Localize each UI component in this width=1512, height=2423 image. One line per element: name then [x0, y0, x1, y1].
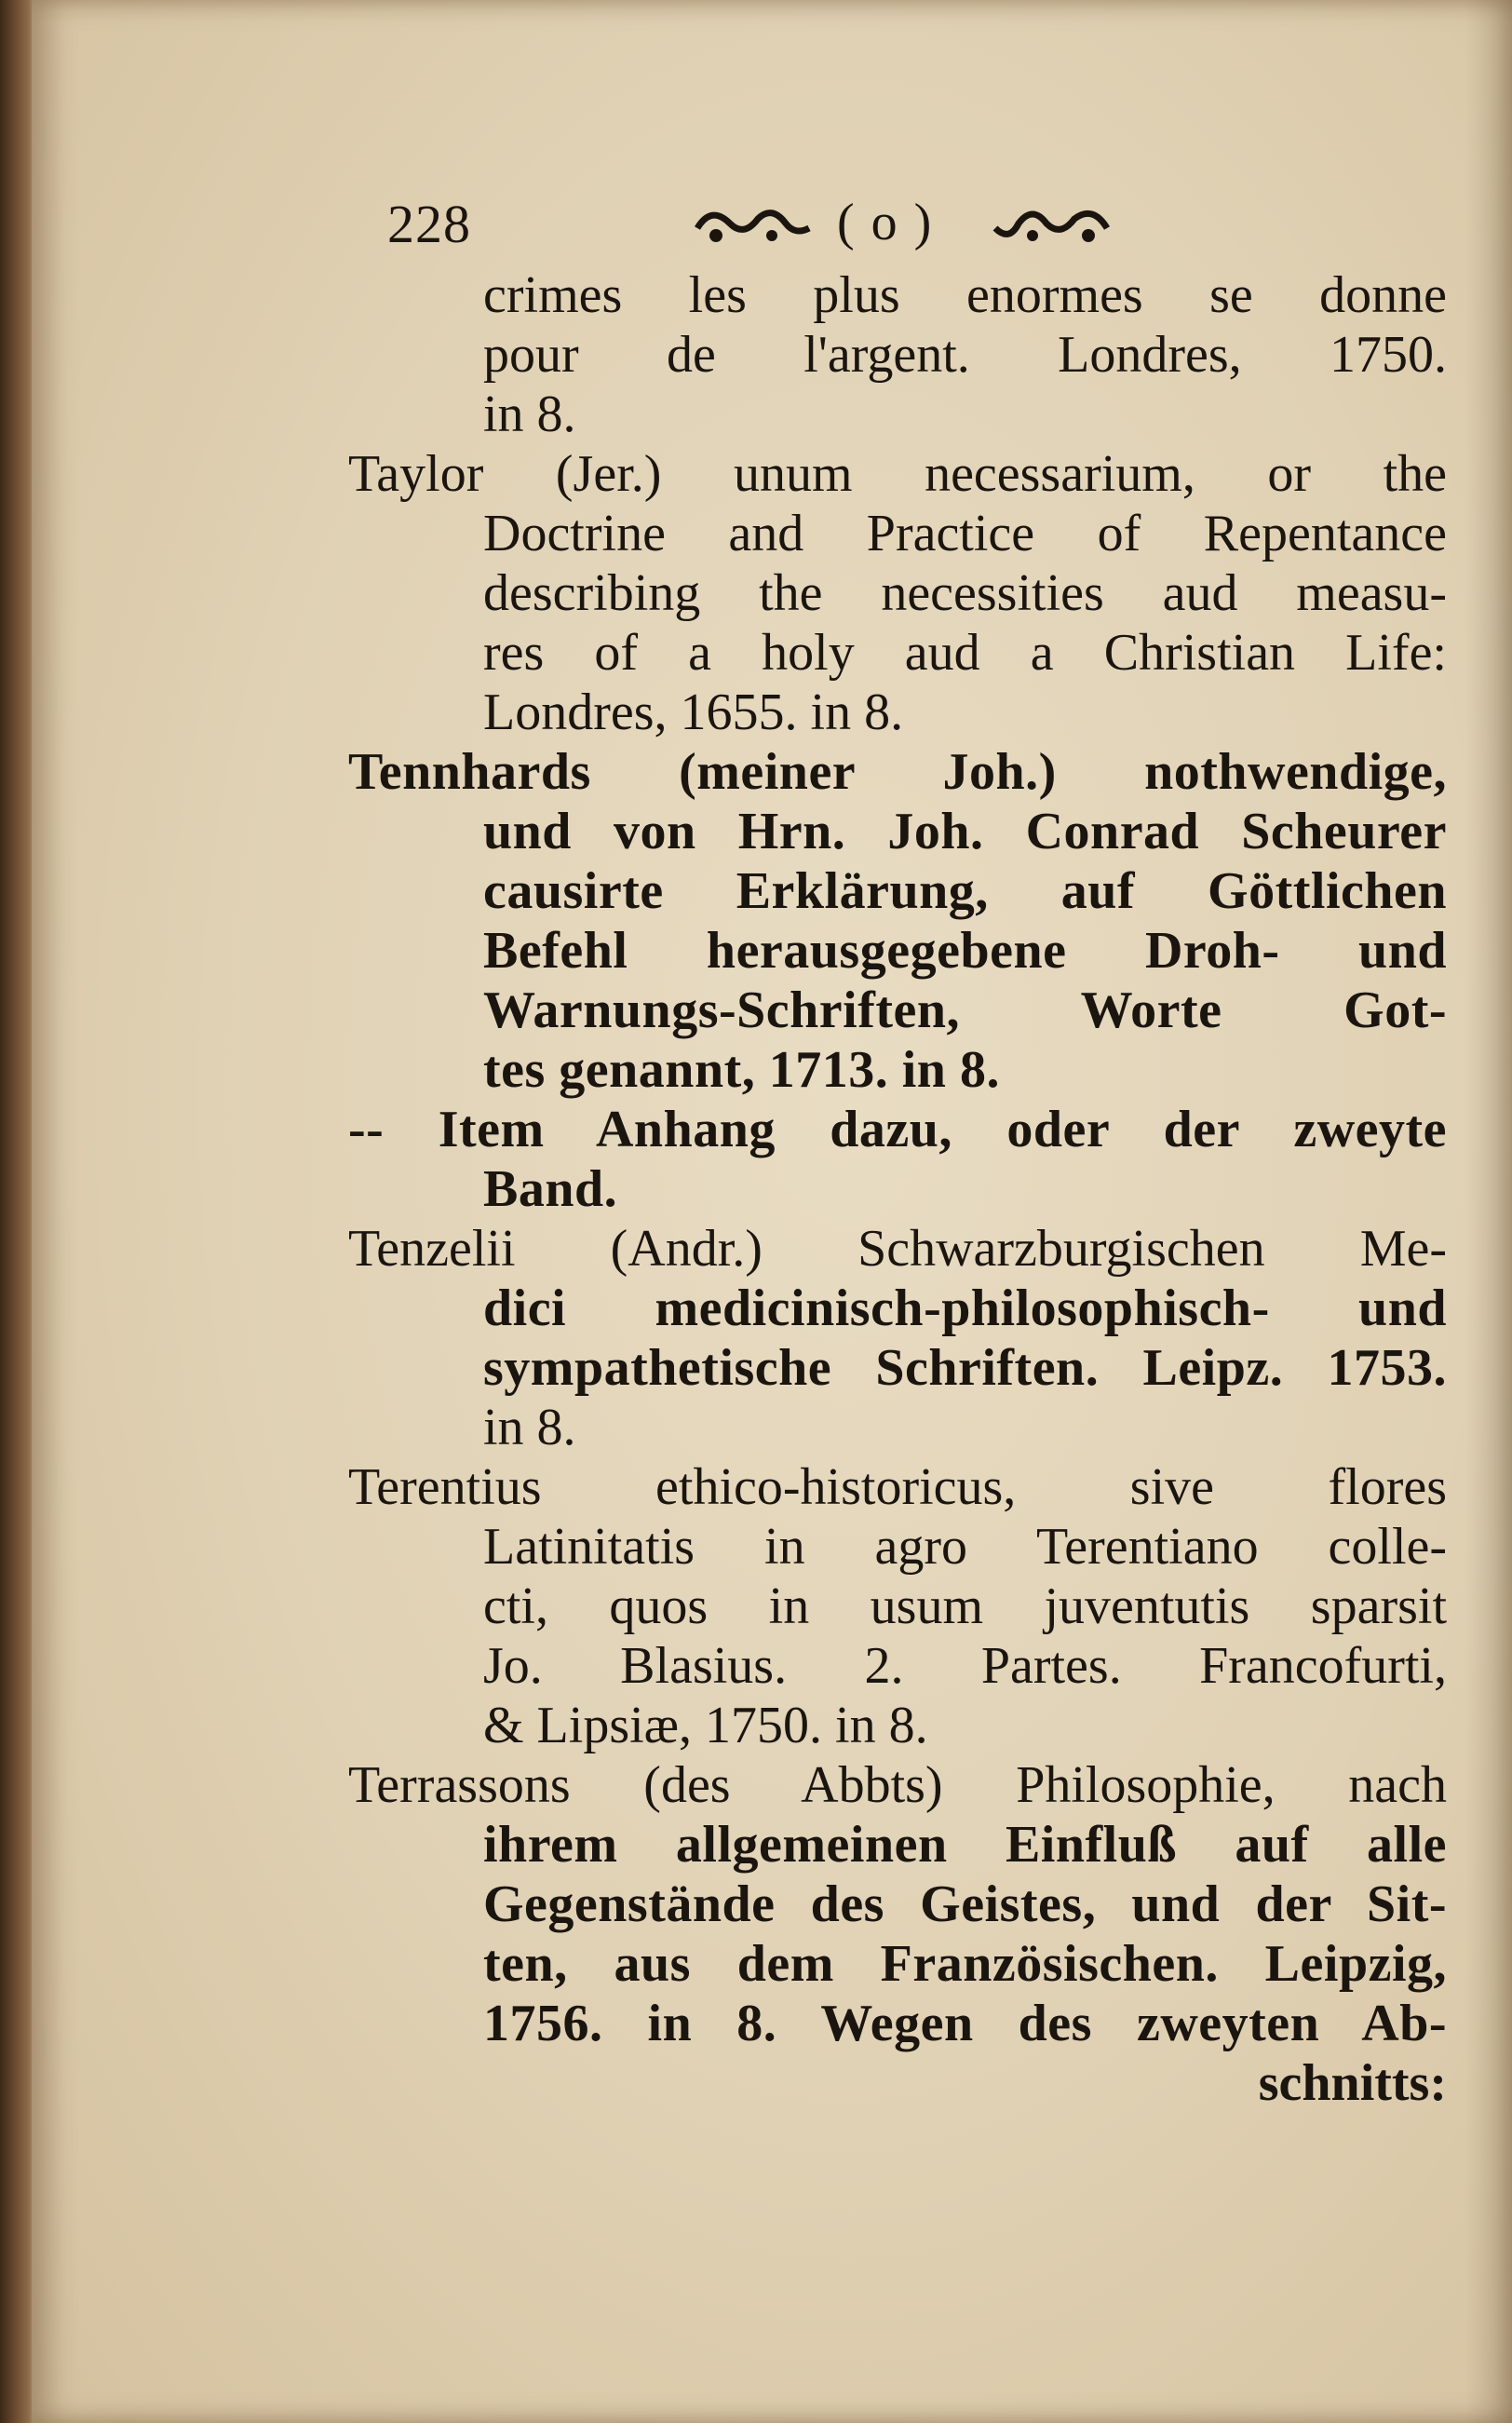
entry-line: tes genannt, 1713. in 8. [483, 1041, 1000, 1099]
entry-line: Band. [483, 1160, 618, 1218]
text-block [348, 182, 1447, 2113]
entry-line: Gegenstände des Geistes, und der Sit- [483, 1875, 1447, 1933]
left-ornament-icon [693, 200, 814, 256]
entry-line: und von Hrn. Joh. Conrad Scheurer [483, 803, 1447, 860]
catalog-entry [348, 1755, 1447, 2053]
entry-line: Doctrine and Practice of Repentance [483, 505, 1447, 562]
entry-line: res of a holy aud a Christian Life: [483, 624, 1447, 682]
entry-line: in 8. [483, 386, 576, 443]
entry-line: in 8. [483, 1399, 576, 1456]
entry-line: ihrem allgemeinen Einfluß auf alle [483, 1816, 1447, 1874]
catalog-entry [348, 742, 1447, 1100]
entry-line: causirte Erklärung, auf Göttlichen [483, 862, 1447, 920]
entry-line: Tennhards (meiner Joh.) nothwendige, [348, 743, 1447, 801]
entry-line: Latinitatis in agro Terentiano colle- [483, 1518, 1447, 1576]
entry-line: Terentius ethico-historicus, sive flores [348, 1458, 1447, 1516]
entry-line: Londres, 1655. in 8. [483, 684, 904, 741]
running-header [348, 182, 1447, 265]
header-mark: (o) [837, 194, 949, 251]
entry-line: Befehl herausgegebene Droh- und [483, 922, 1447, 980]
entry-line: 1756. in 8. Wegen des zweyten Ab- [483, 1995, 1447, 2052]
entry-line: dici medicinisch-philosophisch- und [483, 1279, 1447, 1337]
page-number: 228 [387, 194, 471, 254]
entry-line: & Lipsiæ, 1750. in 8. [483, 1697, 928, 1754]
entry-line: describing the necessities aud measu- [483, 564, 1447, 622]
entry-line: -- Item Anhang dazu, oder der zweyte [348, 1101, 1447, 1158]
book-page [32, 0, 1512, 2423]
entry-line: Warnungs-Schriften, Worte Got- [483, 981, 1447, 1039]
catalog-entry [348, 1219, 1447, 1457]
catalog-entry [348, 1457, 1447, 1755]
entry-line: Tenzelii (Andr.) Schwarzburgischen Me- [348, 1220, 1447, 1278]
page-shadow [1465, 0, 1512, 2423]
entry-line: Terrassons (des Abbts) Philosophie, nach [348, 1756, 1447, 1814]
catalog-entry [348, 444, 1447, 742]
entry-line: cti, quos in usum juventutis sparsit [483, 1577, 1447, 1635]
catalog-entry [348, 1100, 1447, 1219]
entry-line: sympathetische Schriften. Leipz. 1753. [483, 1339, 1447, 1397]
catalog-entry [348, 265, 1447, 444]
entry-line: Taylor (Jer.) unum necessarium, or the [348, 445, 1447, 503]
entry-line: crimes les plus enormes se donne [483, 266, 1447, 324]
entry-line: pour de l'argent. Londres, 1750. [483, 326, 1447, 384]
catchword: schnitts: [1258, 2054, 1447, 2112]
entry-line: Jo. Blasius. 2. Partes. Francofurti, [483, 1637, 1447, 1695]
entry-line: ten, aus dem Französischen. Leipzig, [483, 1935, 1447, 1993]
right-ornament-icon [991, 200, 1112, 256]
